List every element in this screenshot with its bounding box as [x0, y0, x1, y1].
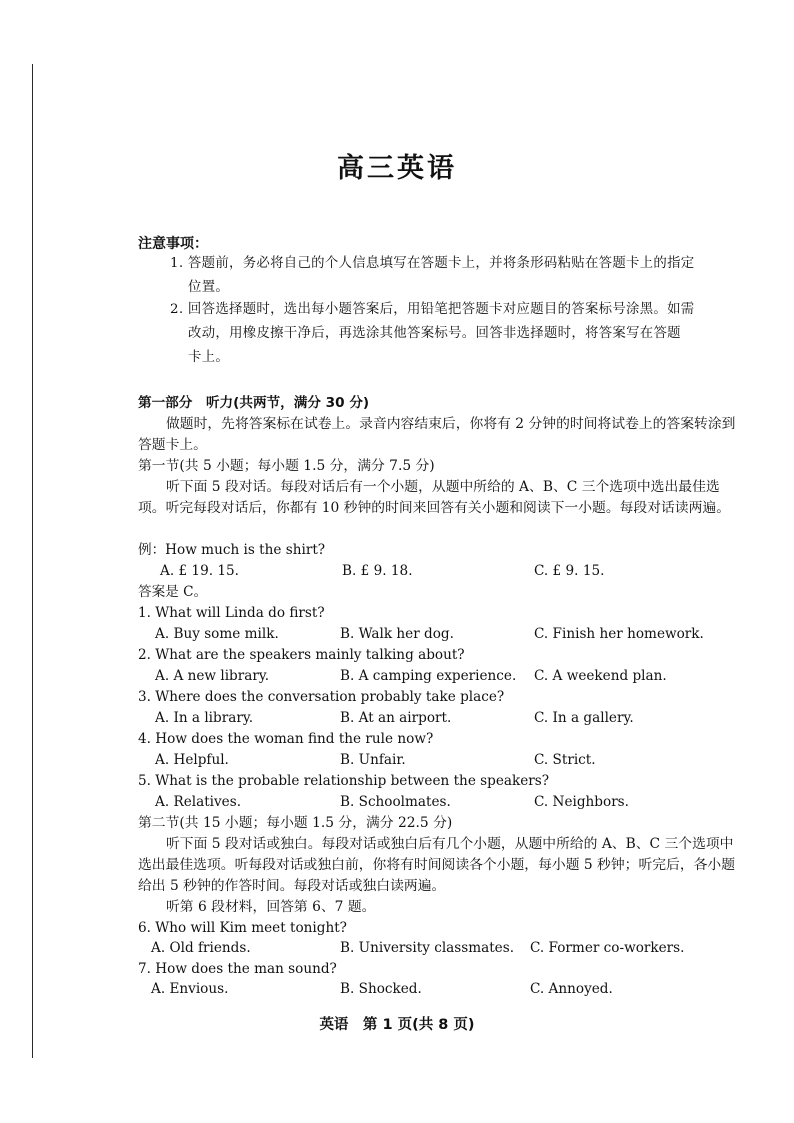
option-c: C. Neighbors. [534, 794, 629, 810]
options-row [0, 979, 794, 1000]
option-b: B. Unfair. [340, 752, 406, 768]
section1-instruction: 听下面 5 段对话。每段对话后有一个小题，从题中所给的 A、B、C 三个选项中选出最佳选项。听完每段对话后，你都有 10 秒钟的时间来回答有关小题和阅读下一小题。每段对话读两遍。 [138, 479, 730, 516]
question-text: 1. What will Linda do first? [138, 605, 325, 621]
section2-heading: 第二节(共 15 小题；每小题 1.5 分，满分 22.5 分) [138, 815, 453, 831]
option-b: B. University classmates. [340, 940, 515, 956]
options-row [0, 938, 794, 959]
option-a: A. Helpful. [155, 752, 229, 768]
option-c: C. A weekend plan. [534, 668, 667, 684]
option-c: C. Finish her homework. [534, 626, 704, 642]
example-question-row [0, 540, 794, 561]
part1-instruction: 做题时，先将答案标在试卷上。录音内容结束后，你将有 2 分钟的时间将试卷上的答案转涂到答题卡上。 [138, 416, 736, 453]
question-text: 3. Where does the conversation probably take place? [138, 689, 505, 705]
question-row [0, 729, 794, 750]
note-item-1-line-1: 1. 答题前，务必将自己的个人信息填写在答题卡上，并将条形码粘贴在答题卡上的指定 [170, 256, 695, 271]
options-row [0, 624, 794, 645]
question-row [0, 645, 794, 666]
question-text: 2. What are the speakers mainly talking about? [138, 647, 465, 663]
note-item-2-line-2: 改动，用橡皮擦干净后，再选涂其他答案标号。回答非选择题时，将答案写在答题 [188, 326, 681, 341]
option-b: B. Shocked. [340, 981, 422, 997]
option-a: A. Relatives. [155, 794, 242, 810]
question-row [0, 918, 794, 939]
question-row [0, 687, 794, 708]
option-c: C. Annoyed. [530, 981, 613, 997]
option-a: A. Old friends. [151, 940, 251, 956]
option-a: A. Envious. [151, 981, 229, 997]
question-text: 4. How does the woman find the rule now? [138, 731, 434, 747]
note-item-1-line-2: 位置。 [188, 280, 230, 295]
option-a: A. Buy some milk. [155, 626, 279, 642]
question-text: 5. What is the probable relationship between the speakers? [138, 773, 550, 789]
page-footer: 英语 第 1 页(共 8 页) [319, 1017, 475, 1033]
option-a: A. In a library. [155, 710, 254, 726]
note-item-1 [170, 252, 742, 300]
example-question: 例：How much is the shirt? [138, 542, 326, 558]
options-row [0, 666, 794, 687]
section2-instruction: 听下面 5 段对话或独白。每段对话或独白后有几个小题，从题中所给的 A、B、C 三个选项中选出最佳选项。听每段对话或独白前，你将有时间阅读各个小题，每小题 5 秒钟；听完后，各小题给出 5 秒钟的作答时间。每段对话或独白读两遍。 [138, 836, 736, 894]
options-row [0, 750, 794, 771]
note-item-2 [170, 298, 742, 370]
example-answer-row [0, 582, 794, 603]
question-text: 6. Who will Kim meet tonight? [138, 920, 347, 936]
example-option-c: C. £ 9. 15. [534, 563, 605, 579]
options-row [0, 792, 794, 813]
option-b: B. Schoolmates. [340, 794, 451, 810]
question-text: 7. How does the man sound? [138, 961, 337, 977]
question-row [0, 603, 794, 624]
option-a: A. A new library. [155, 668, 270, 684]
options-row [0, 708, 794, 729]
option-b: B. At an airport. [340, 710, 452, 726]
example-options-row [0, 561, 794, 582]
question-row [0, 959, 794, 980]
section2-material: 听第 6 段材料，回答第 6、7 题。 [166, 899, 376, 915]
note-item-2-line-1: 2. 回答选择题时，选出每小题答案后，用铅笔把答题卡对应题目的答案标号涂黑。如需 [170, 302, 695, 317]
question-row [0, 771, 794, 792]
part1-heading: 第一部分 听力(共两节，满分 30 分) [138, 395, 370, 411]
note-item-2-line-3: 卡上。 [188, 350, 230, 365]
notes-heading: 注意事项： [138, 236, 208, 252]
option-c: C. Strict. [534, 752, 596, 768]
option-b: B. Walk her dog. [340, 626, 454, 642]
page-title: 高三英语 [337, 153, 457, 184]
section1-heading: 第一节(共 5 小题；每小题 1.5 分，满分 7.5 分) [138, 458, 435, 474]
option-b: B. A camping experience. [340, 668, 517, 684]
option-c: C. Former co-workers. [530, 940, 685, 956]
example-option-a: A. £ 19. 15. [160, 563, 239, 579]
example-answer: 答案是 C。 [138, 584, 208, 600]
option-c: C. In a gallery. [534, 710, 634, 726]
example-option-b: B. £ 9. 18. [342, 563, 413, 579]
